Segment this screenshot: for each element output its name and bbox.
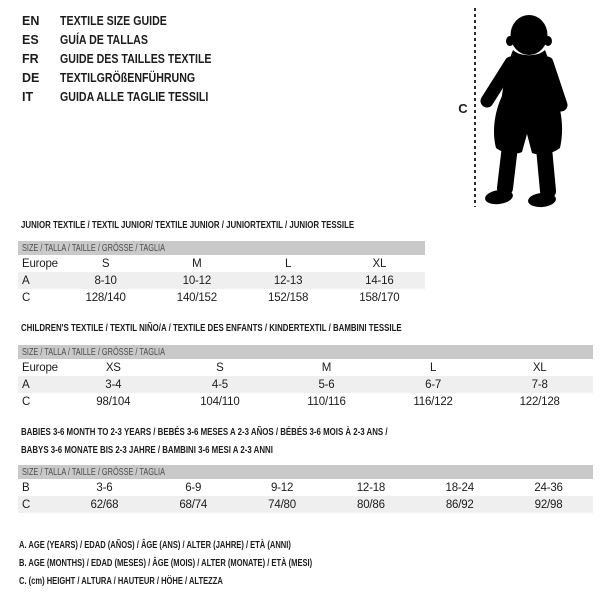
table-row-height [18, 289, 425, 306]
size-header-bar [18, 465, 593, 479]
table-title: CHILDREN'S TEXTILE / TEXTIL NIÑO/A / TEXTILE DES ENFANTS / KINDERTEXTIL / BAMBINI TESSILE [21, 322, 402, 334]
size-cell: S [101, 257, 110, 270]
age-cell: 3-4 [105, 378, 122, 391]
table-row-height [18, 496, 593, 513]
age-cell: 10-12 [182, 274, 212, 287]
legend-notes [19, 536, 426, 590]
months-cell: 6-9 [185, 481, 202, 494]
language-code: FR [22, 51, 39, 66]
age-cell: 6-7 [425, 378, 442, 391]
months-cell: 9-12 [270, 481, 294, 494]
age-cell: 12-13 [273, 274, 303, 287]
size-header-label: SIZE / TALLA / TAILLE / GRÖSSE / TAGLIA [22, 242, 165, 254]
height-cell: 80/86 [357, 498, 385, 511]
age-cell: 14-16 [365, 274, 394, 287]
height-cell: 110/116 [307, 395, 346, 408]
childrens-textile-section [18, 322, 593, 410]
height-cell: 86/92 [445, 498, 474, 511]
size-header-bar [18, 345, 593, 359]
baby-silhouette-icon [480, 8, 575, 208]
language-title: GUIDE DES TAILLES TEXTILE [60, 51, 212, 66]
months-cell: 18-24 [445, 481, 474, 494]
language-code: EN [22, 13, 40, 28]
junior-textile-section [18, 219, 425, 306]
note-height-cm: C. (cm) HEIGHT / ALTURA / HAUTEUR / HÖHE / ALTEZZA [19, 575, 223, 587]
height-cell: 152/158 [268, 291, 309, 304]
height-cell: 74/80 [268, 498, 296, 511]
height-cell: 104/110 [200, 395, 240, 408]
age-cell: 7-8 [531, 378, 548, 391]
table-title-line2: BABYS 3-6 MONATE BIS 2-3 JAHRE / BAMBINI 3-6 MESI A 2-3 ANNI [21, 444, 273, 456]
size-header-bar [18, 241, 425, 255]
months-cell: 3-6 [96, 481, 113, 494]
language-row-es [22, 30, 238, 49]
language-row-it [22, 87, 238, 106]
size-header-label: SIZE / TALLA / TAILLE / GRÖSSE / TAGLIA [22, 346, 165, 358]
size-cell: XL [532, 361, 547, 374]
row-label: C [22, 291, 31, 304]
row-label: A [22, 274, 30, 287]
language-title: GUIDA ALLE TAGLIE TESSILI [60, 89, 209, 104]
height-cell: 116/122 [413, 395, 453, 408]
language-row-fr [22, 49, 238, 68]
row-label: A [22, 378, 30, 391]
height-cell: 122/128 [519, 395, 560, 408]
note-age-months: B. AGE (MONTHS) / EDAD (MESES) / ÂGE (MOIS) / ALTER (MONATE) / ETÀ (MESI) [19, 557, 313, 569]
table-row-europe [18, 359, 593, 376]
height-cell: 68/74 [179, 498, 208, 511]
height-measure-label: C [458, 101, 468, 116]
size-cell: M [192, 257, 202, 270]
size-cell: L [429, 361, 437, 374]
size-cell: M [321, 361, 332, 374]
height-cell: 128/140 [85, 291, 126, 304]
height-cell: 62/68 [90, 498, 119, 511]
table-row-height [18, 393, 593, 410]
row-label: Europe [22, 361, 58, 374]
table-row-months [18, 479, 593, 496]
row-label: C [22, 395, 31, 408]
language-code: ES [22, 32, 39, 47]
height-cell: 158/170 [359, 291, 400, 304]
language-code: IT [22, 89, 34, 104]
table-title: JUNIOR TEXTILE / TEXTIL JUNIOR/ TEXTILE JUNIOR / JUNIORTEXTIL / JUNIOR TESSILE [21, 219, 355, 231]
language-row-en [22, 11, 238, 30]
table-row-age [18, 272, 425, 289]
height-cell: 98/104 [96, 395, 131, 408]
size-header-label: SIZE / TALLA / TAILLE / GRÖSSE / TAGLIA [22, 466, 165, 478]
language-title: TEXTILE SIZE GUIDE [60, 13, 167, 28]
language-title: GUÍA DE TALLAS [60, 32, 148, 47]
table-row-age [18, 376, 593, 393]
size-cell: XL [372, 257, 387, 270]
age-cell: 5-6 [318, 378, 335, 391]
language-row-de [22, 68, 238, 87]
age-cell: 8-10 [94, 274, 117, 287]
size-cell: L [285, 257, 292, 270]
height-cell: 140/152 [176, 291, 217, 304]
note-age-years: A. AGE (YEARS) / EDAD (AÑOS) / ÂGE (ANS) / ALTER (JAHRE) / ETÀ (ANNI) [19, 539, 291, 551]
language-code: DE [22, 70, 40, 85]
age-cell: 4-5 [211, 378, 228, 391]
row-label: Europe [22, 257, 58, 270]
size-cell: XS [105, 361, 121, 374]
language-list [22, 11, 238, 106]
row-label: C [22, 498, 31, 511]
language-title: TEXTILGRÖßENFÜHRUNG [60, 70, 196, 85]
row-label: B [22, 481, 30, 494]
months-cell: 12-18 [356, 481, 386, 494]
table-row-europe [18, 255, 425, 272]
babies-textile-section [18, 423, 593, 513]
height-dashed-line [474, 8, 476, 207]
table-title-line1: BABIES 3-6 MONTH TO 2-3 YEARS / BEBÉS 3-6 MESES A 2-3 AÑOS / BÉBÉS 3-6 MOIS À 2-3 ANS / [21, 426, 388, 438]
height-cell: 92/98 [534, 498, 563, 511]
months-cell: 24-36 [534, 481, 563, 494]
size-cell: S [216, 361, 224, 374]
